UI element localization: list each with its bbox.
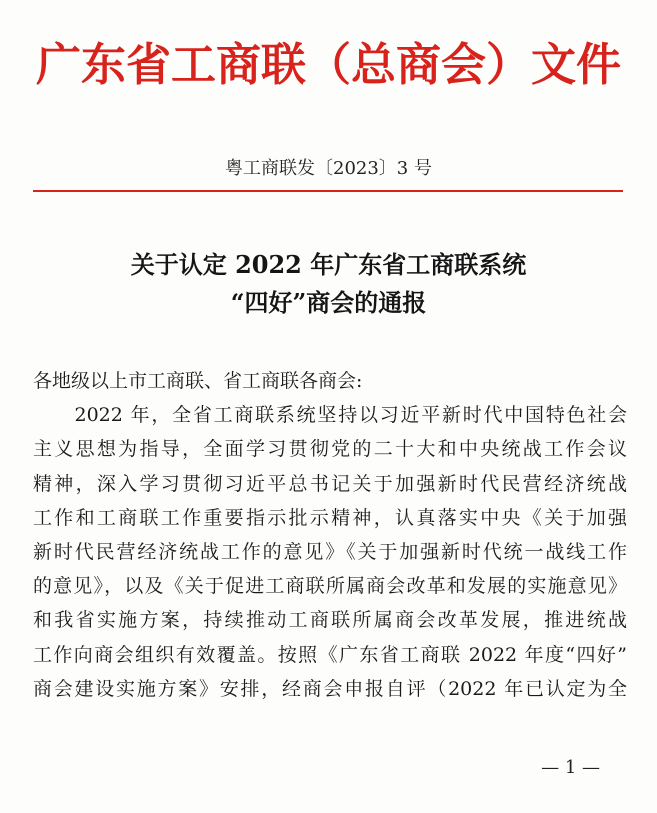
body-line: 和我省实施方案，持续推动工商联所属商会改革发展，推进统战: [33, 609, 627, 632]
body-text: [33, 364, 627, 706]
red-divider-line: [33, 190, 623, 192]
body-line: 新时代民营经济统战工作的意见》《关于加强新时代统一战线工作: [33, 540, 627, 563]
issuer-title: 广东省工商联（总商会）文件: [35, 38, 621, 91]
notice-title-line-1: 关于认定 2022 年广东省工商联系统: [130, 250, 527, 279]
body-line: 精神，深入学习贯彻习近平总书记关于加强新时代民营经济统战: [33, 472, 627, 495]
page-number: — 1 —: [541, 757, 600, 778]
body-line: 主义思想为指导，全面学习贯彻党的二十大和中央统战工作会议: [33, 438, 627, 461]
body-line: 商会建设实施方案》安排，经商会申报自评（2022 年已认定为全: [33, 677, 627, 700]
notice-title: [0, 246, 657, 322]
salutation: 各地级以上市工商联、省工商联各商会:: [33, 370, 363, 392]
body-line: 工作向商会组织有效覆盖。按照《广东省工商联 2022 年度“四好”: [33, 643, 627, 666]
notice-title-line-2: “四好”商会的通报: [230, 288, 427, 317]
body-line: 2022 年，全省工商联系统坚持以习近平新时代中国特色社会: [33, 404, 627, 427]
body-line: 的意见》，以及《关于促进工商联所属商会改革和发展的实施意见》: [33, 575, 627, 598]
document-number: 粤工商联发〔2023〕3 号: [225, 158, 432, 179]
body-line: 工作和工商联工作重要指示批示精神，认真落实中央《关于加强: [33, 506, 627, 529]
